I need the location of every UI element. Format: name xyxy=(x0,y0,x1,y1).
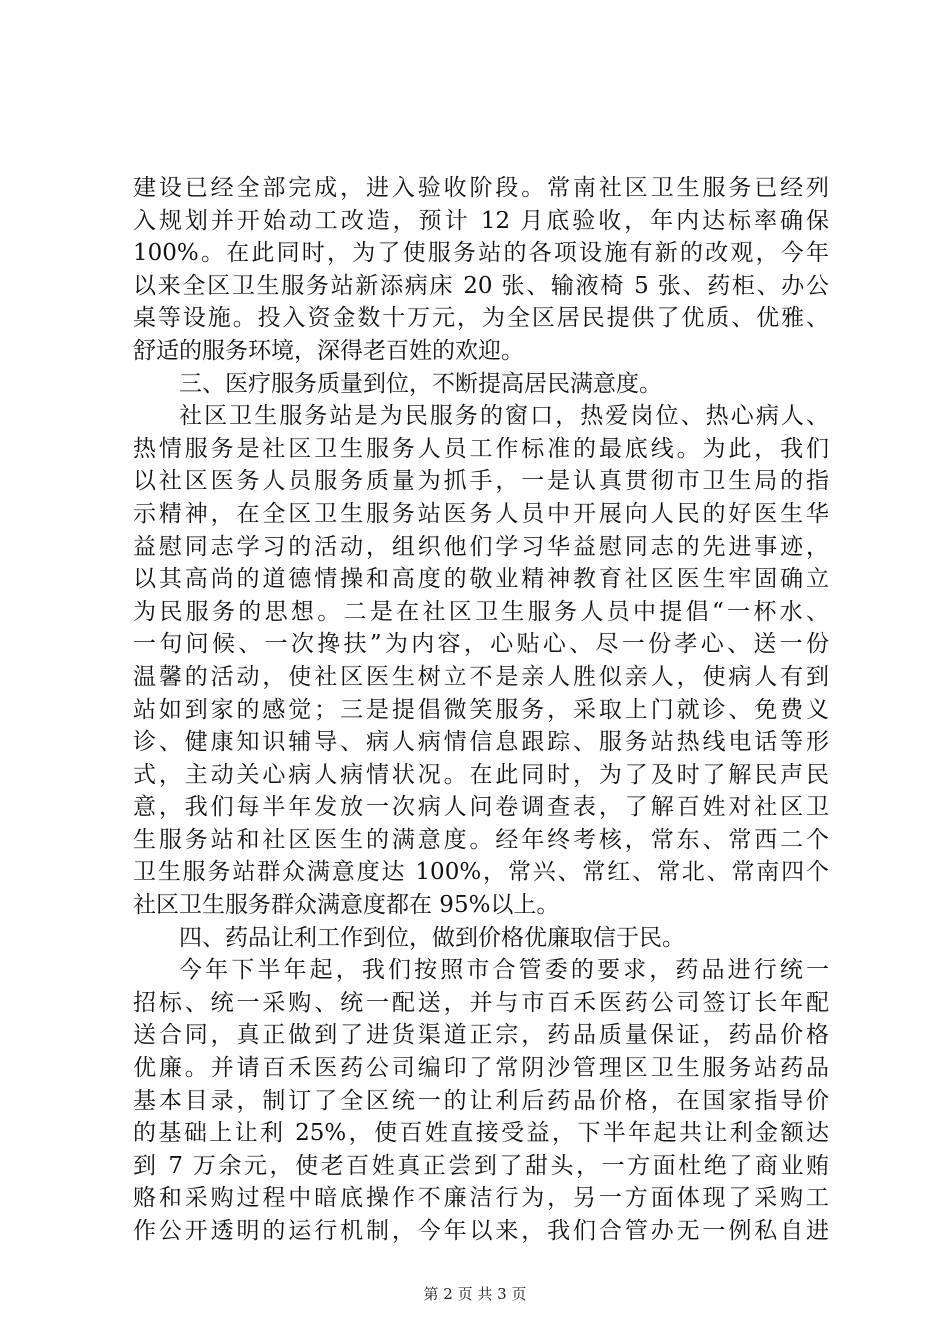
text-line: 招标、统一采购、统一配送，并与市百禾医药公司签订长年配 xyxy=(133,989,829,1016)
text-line: 三、医疗服务质量到位，不断提高居民满意度。 xyxy=(179,370,662,397)
text-line: 基本目录，制订了全区统一的让利后药品价格，在国家指导价 xyxy=(133,1087,829,1114)
text-line: 舒适的服务环境，深得老百姓的欢迎。 xyxy=(133,337,524,364)
text-line: 为民服务的思想。二是在社区卫生服务人员中提倡“一杯水、 xyxy=(133,598,829,625)
text-line: 赂和采购过程中暗底操作不廉洁行为，另一方面体现了采购工 xyxy=(133,1185,829,1212)
text-line: 生服务站和社区医生的满意度。经年终考核，常东、常西二个 xyxy=(133,826,829,853)
text-line: 卫生服务站群众满意度达 100%，常兴、常红、常北、常南四个 xyxy=(133,859,829,886)
text-line: 送合同，真正做到了进货渠道正宗，药品质量保证，药品价格 xyxy=(133,1022,829,1049)
text-line: 益慰同志学习的活动，组织他们学习华益慰同志的先进事迹， xyxy=(133,533,829,560)
text-line: 到 7 万余元，使老百姓真正尝到了甜头，一方面杜绝了商业贿 xyxy=(133,1152,829,1179)
text-line: 100%。在此同时，为了使服务站的各项设施有新的改观，今年 xyxy=(133,240,829,267)
text-line: 热情服务是社区卫生服务人员工作标准的最底线。为此，我们 xyxy=(133,435,829,462)
text-line: 温馨的活动，使社区医生树立不是亲人胜似亲人，使病人有到 xyxy=(133,663,829,690)
text-line: 社区卫生服务群众满意度都在 95%以上。 xyxy=(133,892,560,919)
text-line: 优廉。并请百禾医药公司编印了常阴沙管理区卫生服务站药品 xyxy=(133,1055,829,1082)
page-footer: 第 2 页 共 3 页 xyxy=(423,1285,527,1303)
text-line: 以来全区卫生服务站新添病床 20 张、输液椅 5 张、药柜、办公 xyxy=(133,272,829,299)
text-line: 今年下半年起，我们按照市合管委的要求，药品进行统一 xyxy=(179,957,829,984)
text-line: 诊、健康知识辅导、病人病情信息跟踪、服务站热线电话等形 xyxy=(133,729,829,756)
text-line: 四、药品让利工作到位，做到价格优廉取信于民。 xyxy=(179,924,685,951)
text-line: 一句问候、一次搀扶”为内容，心贴心、尽一份孝心、送一份 xyxy=(133,631,829,658)
text-line: 入规划并开始动工改造，预计 12 月底验收，年内达标率确保 xyxy=(133,207,829,234)
text-line: 作公开透明的运行机制，今年以来，我们合管办无一例私自进 xyxy=(133,1218,829,1244)
text-line: 站如到家的感觉；三是提倡微笑服务，采取上门就诊、免费义 xyxy=(133,696,829,723)
text-line: 建设已经全部完成，进入验收阶段。常南社区卫生服务已经列 xyxy=(133,175,829,201)
text-line: 桌等设施。投入资金数十万元，为全区居民提供了优质、优雅、 xyxy=(133,305,829,332)
text-line: 社区卫生服务站是为民服务的窗口，热爱岗位、热心病人、 xyxy=(179,403,829,430)
text-line: 意，我们每半年发放一次病人问卷调查表，了解百姓对社区卫 xyxy=(133,794,829,821)
text-line: 以其高尚的道德情操和高度的敬业精神教育社区医生牢固确立 xyxy=(133,566,829,593)
text-line: 示精神，在全区卫生服务站医务人员中开展向人民的好医生华 xyxy=(133,500,829,527)
text-line: 的基础上让利 25%，使百姓直接受益，下半年起共让利金额达 xyxy=(133,1120,829,1147)
document-body xyxy=(133,172,829,1248)
text-line: 式，主动关心病人病情状况。在此同时，为了及时了解民声民 xyxy=(133,761,829,788)
text-line: 以社区医务人员服务质量为抓手，一是认真贯彻市卫生局的指 xyxy=(133,468,829,495)
